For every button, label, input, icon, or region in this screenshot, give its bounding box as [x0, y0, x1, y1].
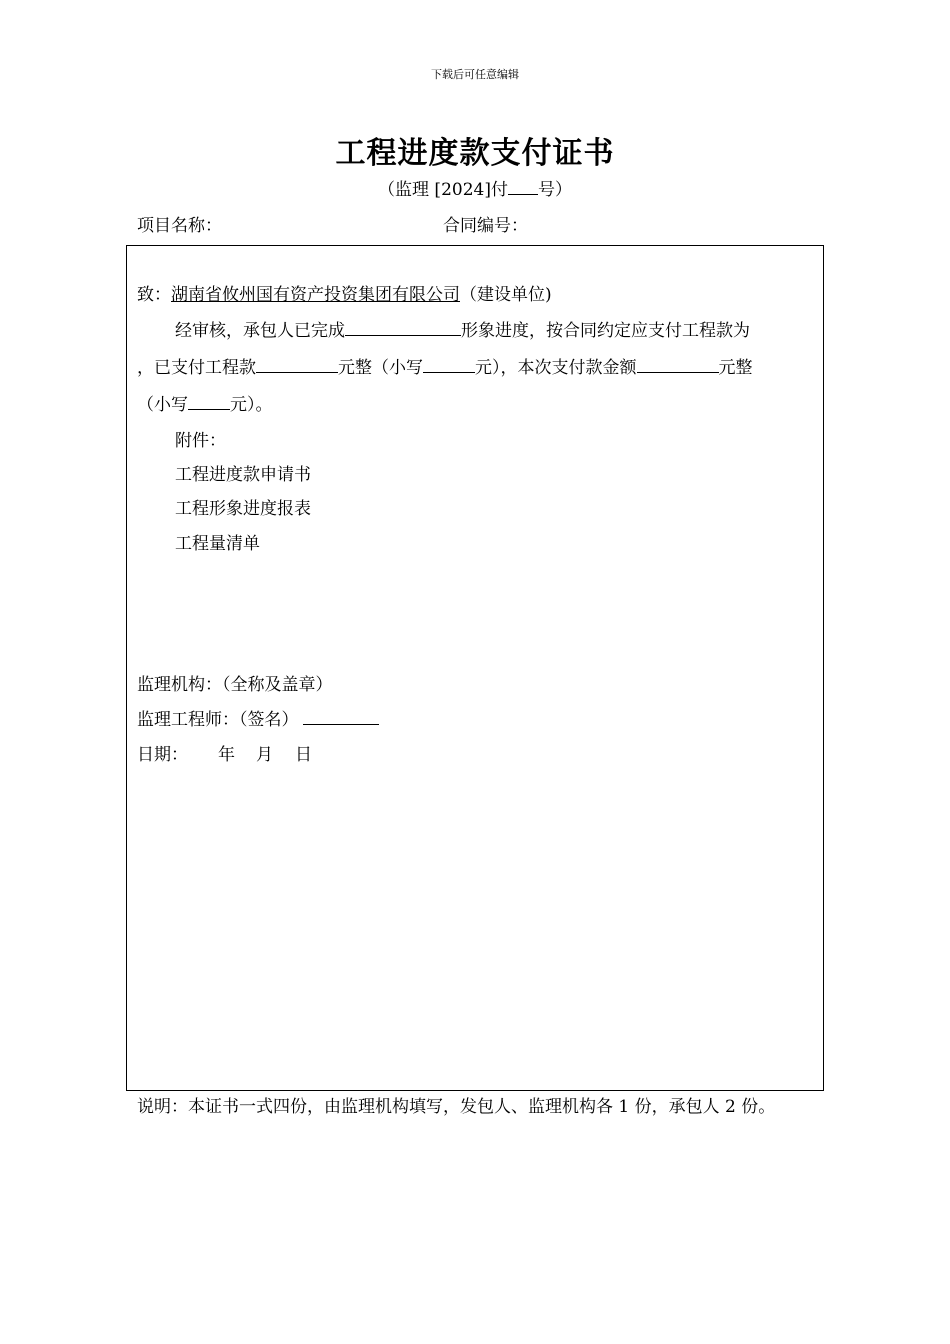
- amount-numeric-text-b: 元）。: [230, 395, 273, 415]
- paid-amount-blank[interactable]: [256, 356, 338, 373]
- progress-line: [175, 316, 750, 341]
- project-name-label: 项目名称：: [137, 216, 222, 236]
- current-amount-blank[interactable]: [637, 356, 719, 373]
- page-title: 工程进度款支付证书: [335, 136, 615, 171]
- contract-number-label: 合同编号：: [443, 216, 528, 236]
- addressee-label: 致：: [137, 285, 171, 305]
- date-year: 年: [218, 745, 235, 765]
- payment-text-a: ，已支付工程款: [137, 358, 256, 378]
- attachment-item: 工程进度款申请书: [175, 465, 311, 485]
- progress-text-b: 形象进度，按合同约定应支付工程款为: [461, 321, 750, 341]
- date-month: 月: [256, 745, 273, 765]
- document-number-suffix: 号）: [537, 180, 572, 200]
- payment-text-b: 元整（小写: [338, 358, 423, 378]
- amount-numeric-text-a: （小写: [137, 395, 188, 415]
- date-day: 日: [295, 745, 312, 765]
- amount-numeric-line: [137, 390, 273, 415]
- supervisor-engineer-label: 监理工程师：（签名）: [137, 710, 299, 730]
- document-number-prefix: （监理 [2024]付: [378, 180, 508, 200]
- progress-blank[interactable]: [345, 319, 461, 336]
- attachment-item: 工程形象进度报表: [175, 499, 311, 519]
- header-note: 下载后可任意编辑: [431, 68, 519, 81]
- addressee-line: [137, 280, 552, 305]
- document-number: [0, 175, 950, 200]
- footer-note: 说明：本证书一式四份，由监理机构填写，发包人、监理机构各 1 份，承包人 2 份。: [137, 1097, 776, 1117]
- addressee-suffix: （建设单位): [460, 285, 552, 305]
- current-amount-numeric-blank[interactable]: [188, 393, 230, 410]
- attachment-item: 工程量清单: [175, 534, 260, 554]
- payment-line: [137, 353, 753, 378]
- date-label: 日期：: [137, 745, 188, 765]
- attachments-label: 附件：: [175, 431, 226, 451]
- supervisor-engineer-line: [137, 705, 379, 730]
- supervisor-org-label: 监理机构：（全称及盖章）: [137, 675, 333, 695]
- paid-amount-numeric-blank[interactable]: [423, 356, 475, 373]
- document-number-blank[interactable]: [508, 178, 538, 195]
- progress-text-a: 经审核，承包人已完成: [175, 321, 345, 341]
- payment-text-c: 元），本次支付款金额: [475, 358, 637, 378]
- signature-blank[interactable]: [303, 708, 379, 725]
- addressee-org: 湖南省攸州国有资产投资集团有限公司: [171, 285, 460, 305]
- payment-text-d: 元整: [718, 358, 753, 378]
